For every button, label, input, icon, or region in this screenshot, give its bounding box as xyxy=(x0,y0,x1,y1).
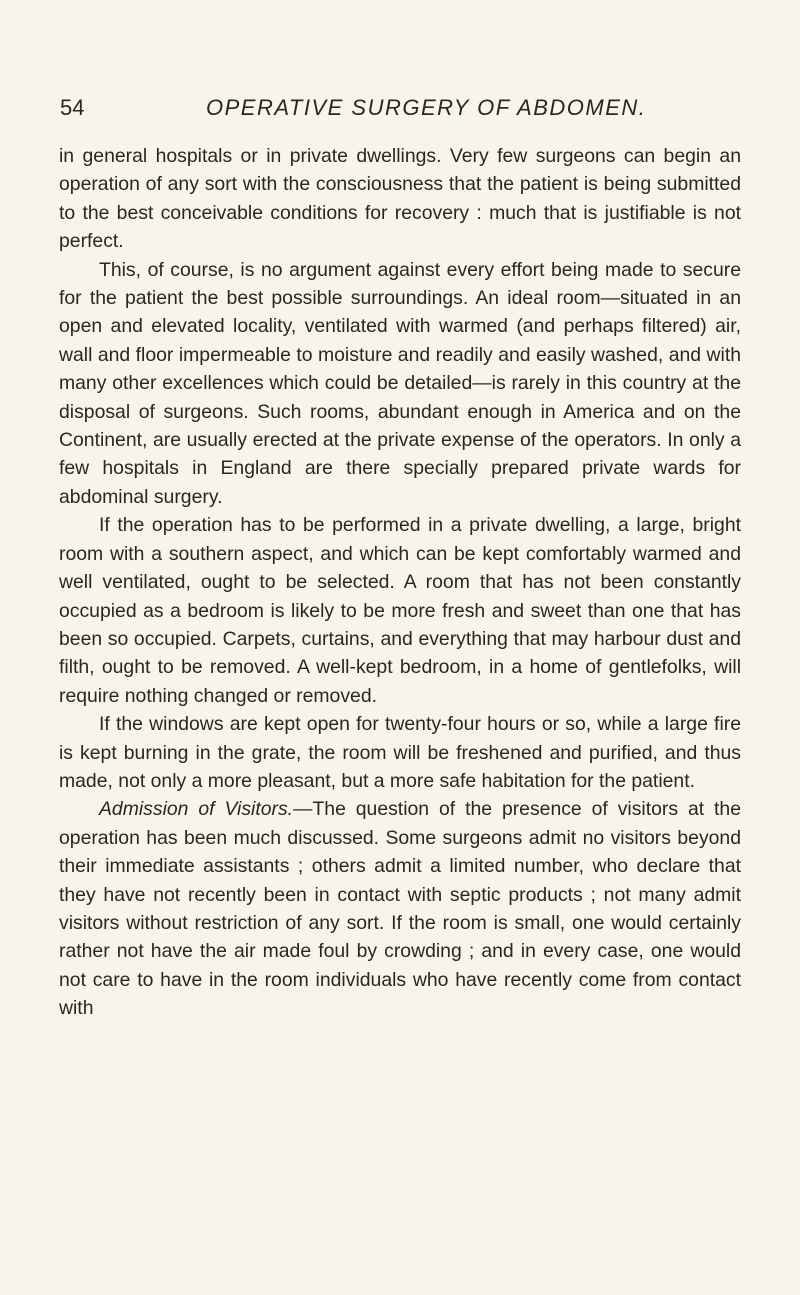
running-head-title: OPERATIVE SURGERY OF ABDOMEN. xyxy=(206,95,647,120)
paragraph: If the operation has to be performed in a private dwelling, a large, bright room with a southern aspect, and which can be kept comfortably warmed and well ventilated, ought to be selected. A room that has not been constantly occupied as a bedroom is likely to be more fresh and sweet than one that has been so occupied. Carpets, curtains, and everything that may harbour dust and filth, ought to be removed. A well-kept bedroom, in a home of gentlefolks, will require nothing changed or removed. xyxy=(59,514,741,707)
paragraph-continued: in general hospitals or in private dwellings. Very few surgeons can begin an operation of any sort with the consciousness that the patient is being submitted to the best conceivable conditions for recovery : much that is justifiable is not perfect. xyxy=(59,145,741,253)
paragraph: This, of course, is no argument against every effort being made to secure for the patient the best possible surroundings. An ideal room—situated in an open and elevated locality, ventilated with warmed (and perhaps filtered) air, wall and floor impermeable to moisture and readily and easily washed, and with many other excellences which could be detailed—is rarely in this country at the disposal of surgeons. Such rooms, abundant enough in America and on the Continent, are usually erected at the private expense of the operators. In only a few hospitals in England are there specially prepared private wards for abdominal surgery. xyxy=(59,258,741,508)
page-number: 54 xyxy=(60,95,85,120)
section-paragraph xyxy=(59,795,741,1022)
running-header xyxy=(60,95,760,129)
body-text xyxy=(59,142,741,1023)
section-dash: — xyxy=(293,798,313,821)
section-heading: Admission of Visitors. xyxy=(99,798,294,821)
paragraph: If the windows are kept open for twenty-four hours or so, while a large fire is kept burning in the grate, the room will be freshened and purified, and thus made, not only a more pleasant, but a more safe habitation for the patient. xyxy=(59,713,741,792)
section-text: The question of the presence of visitors at the operation has been much discussed. Some surgeons admit no visitors beyond their immediate assistants ; others admit a limited number, who declare that they have not recently been in contact with septic products ; not many admit visitors without restriction of any sort. If the room is small, one would certainly rather not have the air made foul by crowding ; and in every case, one would not care to have in the room individuals who have recently come from contact with xyxy=(59,798,741,1020)
